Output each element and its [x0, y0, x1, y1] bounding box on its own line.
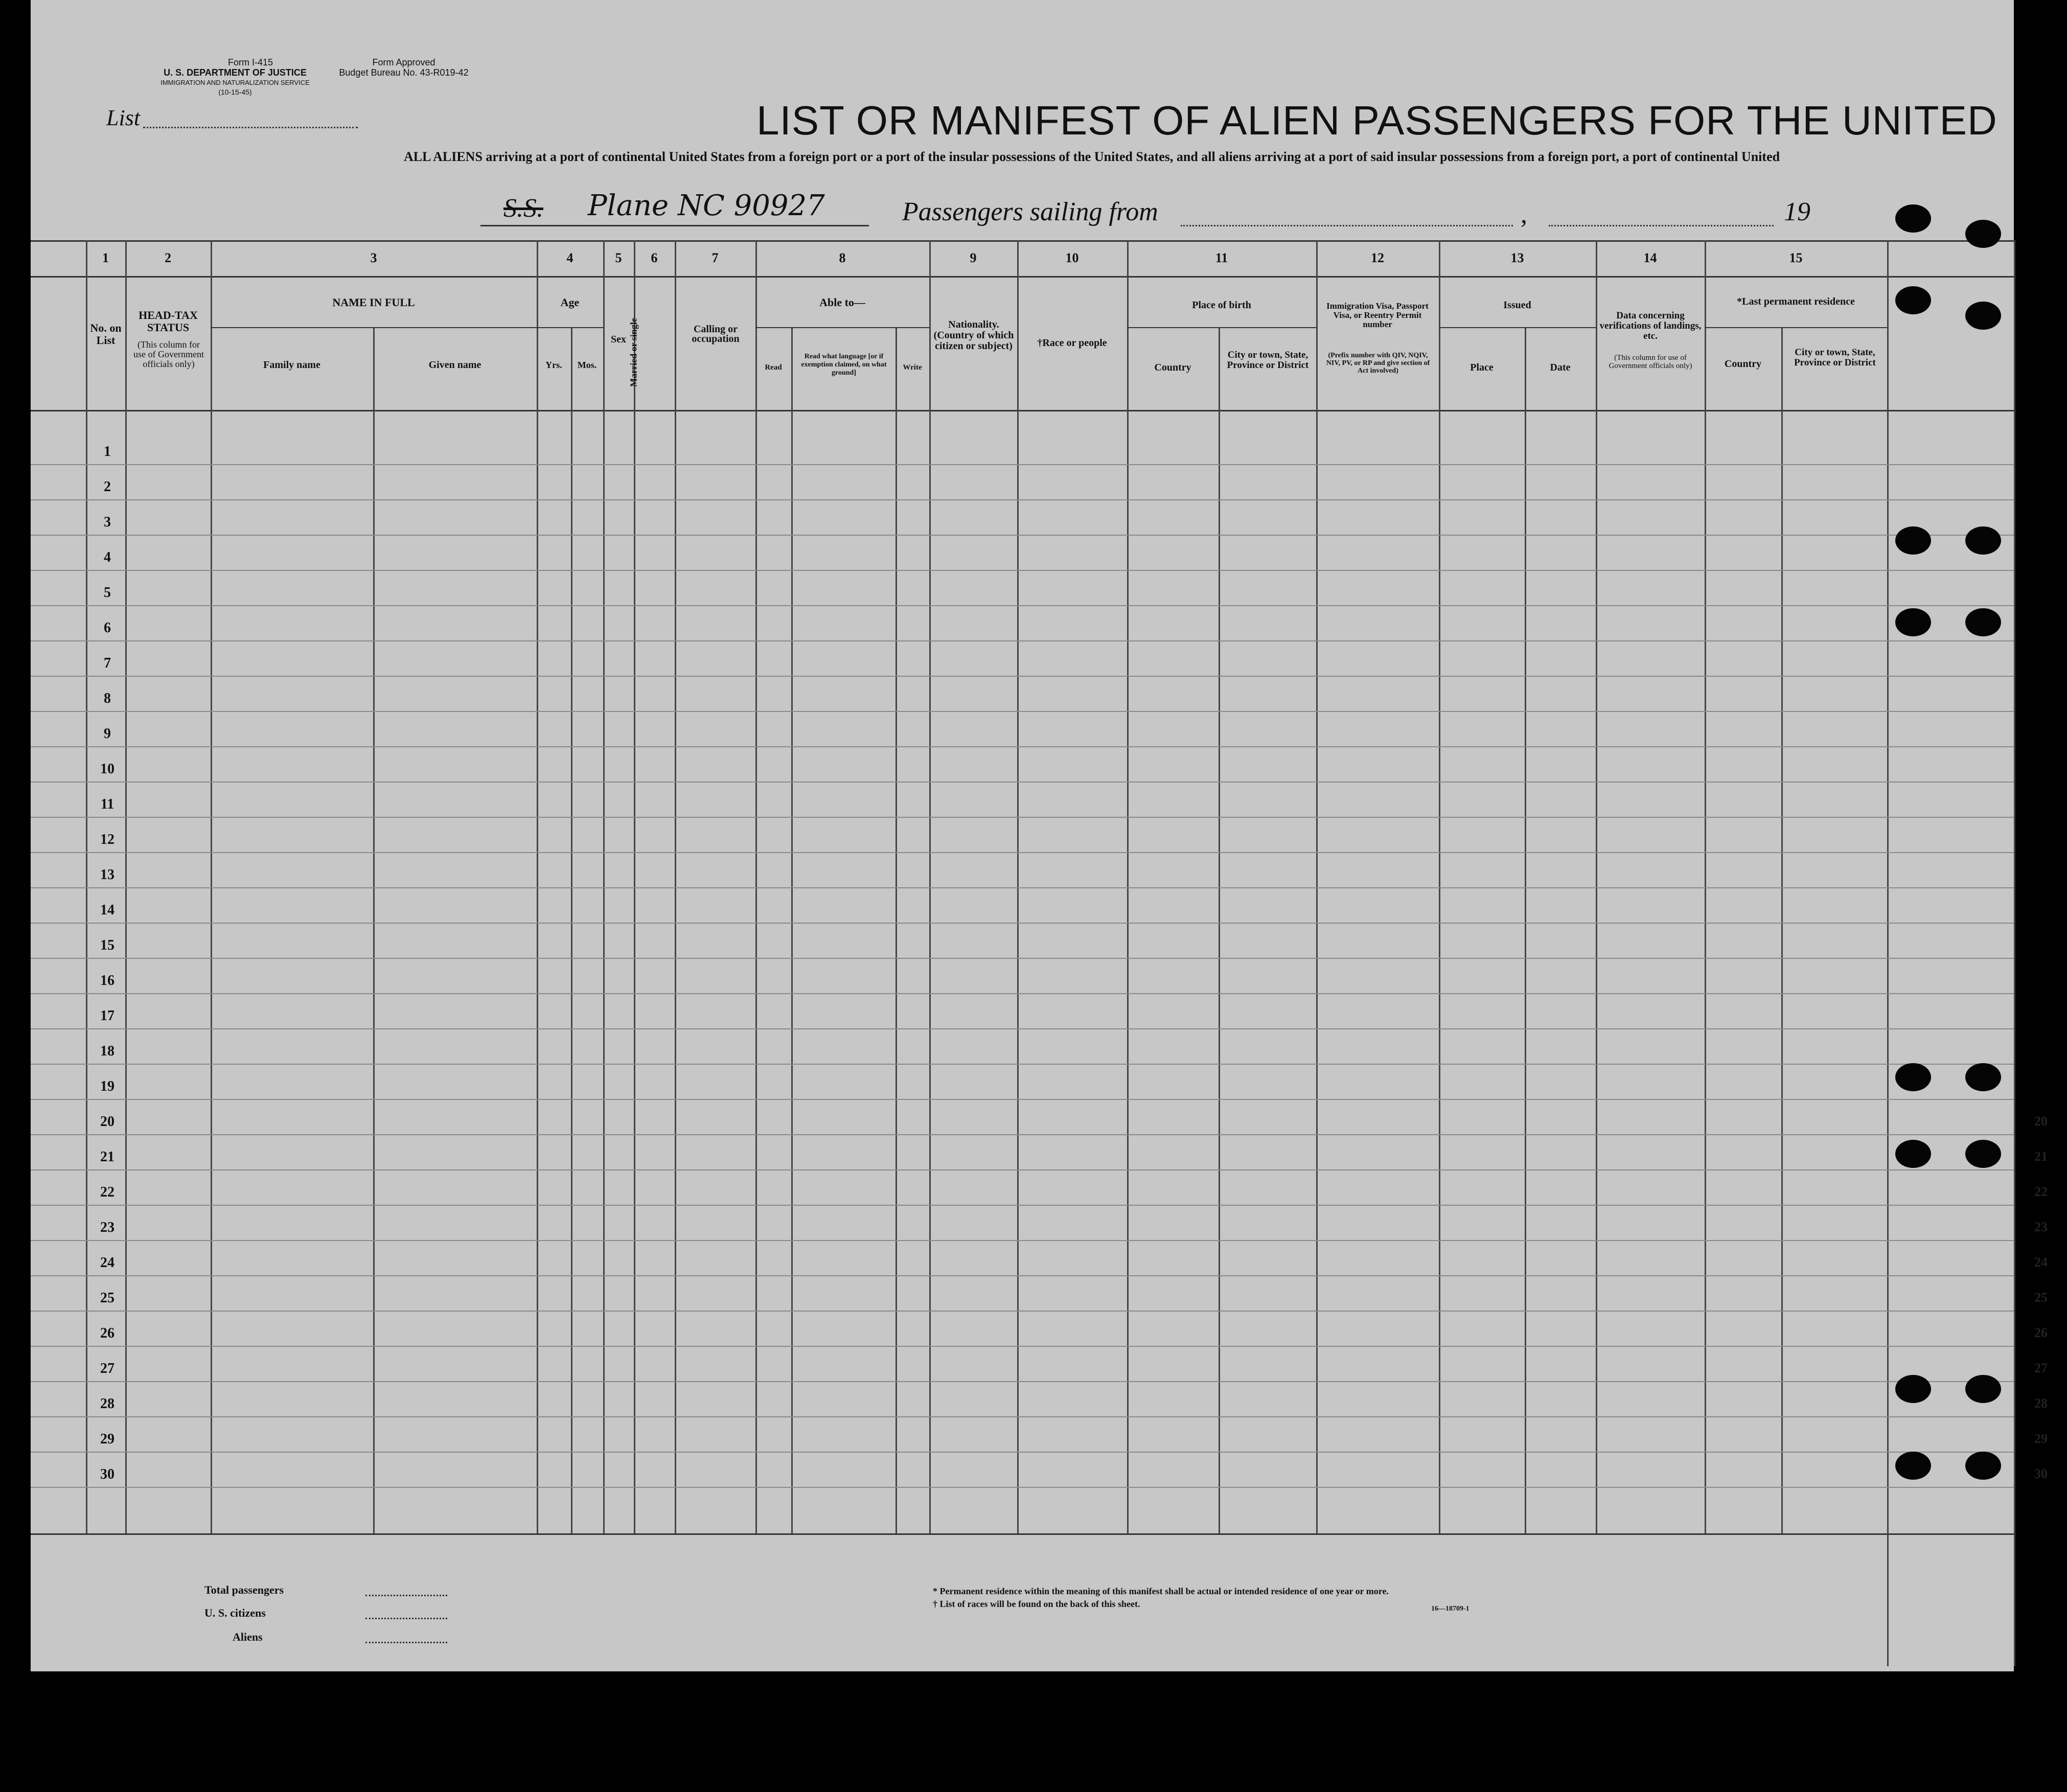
row-number: 23: [100, 1220, 114, 1235]
binder-hole: [1895, 526, 1931, 555]
page-subtitle: ALL ALIENS arriving at a port of continental United States from a foreign port or a port of the insular possessions of the United States, and all aliens arriving at a port of said insular possessions from a foreign port, a port of continental United: [404, 149, 1780, 164]
header-data-note: (This column for use of Government officials only): [1609, 354, 1692, 370]
header-nationality: Nationality. (Country of which citizen or subject): [933, 319, 1014, 352]
printer-code: 16—18709-1: [1431, 1605, 1469, 1613]
ship-prefix: S.S.: [503, 194, 543, 223]
row-number: 26: [100, 1325, 114, 1341]
header-given-name: Given name: [428, 359, 481, 371]
row-number: 20: [100, 1114, 114, 1130]
table-row[interactable]: [31, 1134, 2014, 1135]
col-divider: [1525, 327, 1526, 1533]
form-number: Form I-415: [227, 57, 273, 67]
header-last-residence: *Last permanent residence: [1737, 296, 1855, 307]
col-number: 8: [839, 250, 846, 265]
binder-hole: [1965, 1140, 2001, 1168]
header-yrs: Yrs.: [545, 360, 562, 370]
binder-hole: [1895, 1452, 1931, 1480]
col-divider: [755, 240, 757, 1533]
row-number: 1: [104, 444, 111, 460]
col-divider: [1781, 327, 1783, 1533]
header-birth-city: City or town, State, Province or District: [1227, 350, 1309, 371]
table-row[interactable]: [31, 499, 2014, 500]
total-passengers-field[interactable]: [365, 1595, 447, 1596]
binder-hole: [1965, 608, 2001, 636]
header-married: Married or single: [628, 318, 639, 387]
header-issued-place: Place: [1470, 362, 1494, 373]
binder-hole: [1965, 526, 2001, 555]
adjacent-row-number: 23: [2034, 1220, 2048, 1234]
subheader-line: [755, 327, 929, 328]
binder-hole: [1895, 286, 1931, 314]
header-sex: Sex: [611, 334, 626, 345]
us-citizens-label: U. S. citizens: [204, 1606, 266, 1619]
table-row[interactable]: [31, 676, 2014, 677]
row-number: 8: [104, 691, 111, 706]
ship-name-line: [480, 225, 869, 226]
header-head-tax-note: (This column for use of Government officials only): [133, 339, 204, 369]
year-prefix: 19: [1784, 197, 1810, 226]
total-passengers-label: Total passengers: [204, 1583, 284, 1596]
table-row[interactable]: [31, 1099, 2014, 1100]
service-name: IMMIGRATION AND NATURALIZATION SERVICE: [160, 79, 310, 86]
col-divider: [125, 240, 127, 1533]
aliens-label: Aliens: [233, 1630, 263, 1643]
row-number: 19: [100, 1078, 114, 1094]
ship-name-handwritten: Plane NC 90927: [588, 189, 825, 222]
col-number: 6: [651, 250, 658, 265]
adjacent-row-number: 26: [2034, 1325, 2048, 1340]
adjacent-row-number: 28: [2034, 1396, 2048, 1411]
row-number: 27: [100, 1361, 114, 1376]
header-place-of-birth: Place of birth: [1192, 300, 1251, 311]
table-top-border: [31, 240, 2014, 242]
header-issued-date: Date: [1550, 362, 1571, 373]
table-row[interactable]: [31, 605, 2014, 606]
header-head-tax: HEAD-TAX STATUS: [139, 309, 198, 334]
binder-hole: [1965, 1063, 2001, 1091]
table-row[interactable]: [31, 1346, 2014, 1347]
row-number: 9: [104, 726, 111, 742]
col-divider: [2014, 240, 2015, 1666]
header-visa-note: (Prefix number with QIV, NQIV, NIV, PV, or RP and give section of Act involved): [1326, 352, 1430, 375]
col-number: 1: [102, 250, 109, 265]
row-number: 7: [104, 655, 111, 671]
row-number: 15: [100, 937, 114, 953]
row-number: 14: [100, 902, 114, 918]
row-number: 6: [104, 620, 111, 636]
col-divider: [571, 327, 572, 1533]
sailing-date-field[interactable]: [1549, 225, 1774, 226]
col-divider: [791, 327, 793, 1533]
table-row[interactable]: [31, 1275, 2014, 1276]
row-number: 30: [100, 1466, 114, 1482]
row-number: 16: [100, 973, 114, 989]
col-divider: [1439, 240, 1440, 1533]
binder-hole: [1895, 204, 1931, 233]
header-family-name: Family name: [263, 359, 320, 371]
table-row[interactable]: [31, 1487, 2014, 1488]
table-row[interactable]: [31, 887, 2014, 888]
col-divider: [1316, 240, 1318, 1533]
header-res-country: Country: [1724, 358, 1762, 370]
col-number: 5: [615, 250, 622, 265]
table-row[interactable]: [31, 1064, 2014, 1065]
header-birth-country: Country: [1154, 362, 1191, 373]
col-number: 13: [1510, 250, 1524, 265]
column-number-border: [31, 276, 2014, 278]
header-name-in-full: NAME IN FULL: [332, 296, 415, 309]
header-mos: Mos.: [577, 360, 597, 370]
footnote-residence: * Permanent residence within the meaning of this manifest shall be actual or intended residence of one year or more.: [933, 1586, 1389, 1596]
row-number: 21: [100, 1149, 114, 1165]
row-number: 5: [104, 585, 111, 601]
table-row[interactable]: [31, 1240, 2014, 1241]
table-row[interactable]: [31, 1169, 2014, 1170]
header-able-to: Able to—: [819, 296, 865, 309]
row-number: 24: [100, 1255, 114, 1271]
row-number: 3: [104, 514, 111, 530]
row-number: 17: [100, 1008, 114, 1024]
table-bottom-border: [31, 1533, 2014, 1535]
adjacent-row-number: 30: [2034, 1466, 2048, 1481]
subheader-line: [1127, 327, 1316, 328]
col-divider: [929, 240, 931, 1533]
row-number: 11: [100, 796, 114, 812]
binder-hole: [1965, 220, 2001, 248]
department-name: U. S. DEPARTMENT OF JUSTICE: [164, 67, 307, 78]
col-divider: [1705, 240, 1706, 1533]
list-field[interactable]: [143, 127, 358, 128]
adjacent-row-number: 29: [2034, 1431, 2048, 1446]
col-number: 9: [970, 250, 977, 265]
col-number: 12: [1371, 250, 1384, 265]
binder-hole: [1895, 1140, 1931, 1168]
table-row[interactable]: [31, 711, 2014, 712]
row-number: 13: [100, 867, 114, 883]
col-number: 10: [1065, 250, 1079, 265]
adjacent-row-number: 25: [2034, 1290, 2048, 1305]
footnote-races: † List of races will be found on the back of this sheet.: [933, 1599, 1140, 1609]
header-issued: Issued: [1503, 300, 1531, 311]
header-race: †Race or people: [1037, 337, 1107, 349]
binder-hole: [1895, 1375, 1931, 1403]
col-divider: [537, 240, 538, 1533]
col-divider: [373, 327, 375, 1533]
form-approved: Form Approved: [372, 57, 435, 67]
row-number: 22: [100, 1184, 114, 1200]
adjacent-row-number: 24: [2034, 1255, 2048, 1270]
col-divider: [1596, 240, 1597, 1533]
header-no-on-list: No. on List: [90, 321, 122, 347]
header-visa: Immigration Visa, Passport Visa, or Reentry Permit number: [1326, 301, 1429, 329]
sailing-port-field[interactable]: [1181, 225, 1513, 226]
row-number: 29: [100, 1431, 114, 1447]
subheader-line: [1439, 327, 1596, 328]
sailing-comma: ,: [1521, 200, 1527, 229]
col-divider: [1127, 240, 1129, 1533]
table-row[interactable]: [31, 923, 2014, 924]
col-divider: [86, 240, 87, 1533]
table-row[interactable]: [31, 817, 2014, 818]
col-number: 15: [1789, 250, 1803, 265]
us-citizens-field[interactable]: [365, 1618, 447, 1619]
col-divider: [211, 240, 212, 1533]
subheader-line: [211, 327, 603, 328]
row-number: 12: [100, 832, 114, 847]
col-divider: [675, 240, 676, 1533]
binder-hole: [1965, 1375, 2001, 1403]
table-row[interactable]: [31, 746, 2014, 747]
row-number: 10: [100, 761, 114, 777]
sailing-from-label: Passengers sailing from: [902, 197, 1158, 226]
adjacent-row-number: 27: [2034, 1361, 2048, 1375]
binder-hole: [1895, 1063, 1931, 1091]
col-number: 4: [566, 250, 573, 265]
header-read-what: Read what language [or if exemption claimed, on what ground]: [801, 353, 887, 377]
table-row[interactable]: [31, 1205, 2014, 1206]
table-row[interactable]: [31, 782, 2014, 783]
table-row[interactable]: [31, 1416, 2014, 1417]
row-number: 25: [100, 1290, 114, 1306]
adjacent-row-number: 21: [2034, 1149, 2048, 1164]
header-read: Read: [765, 363, 782, 372]
table-row[interactable]: [31, 570, 2014, 571]
header-res-city: City or town, State, Province or District: [1794, 347, 1876, 368]
header-age: Age: [560, 296, 580, 309]
adjacent-row-number: 22: [2034, 1184, 2048, 1199]
row-number: 4: [104, 549, 111, 565]
col-divider: [1219, 327, 1220, 1533]
adjacent-row-number: 20: [2034, 1114, 2048, 1129]
header-calling: Calling or occupation: [692, 324, 740, 344]
col-number: 11: [1215, 250, 1228, 265]
header-bottom-border: [31, 410, 2014, 411]
col-divider: [603, 240, 605, 1533]
table-row[interactable]: [31, 1381, 2014, 1382]
table-row[interactable]: [31, 993, 2014, 994]
table-row[interactable]: [31, 852, 2014, 853]
binder-hole: [1965, 302, 2001, 330]
table-row[interactable]: [31, 1311, 2014, 1312]
col-number: 14: [1643, 250, 1657, 265]
form-date: (10-15-45): [218, 88, 252, 96]
row-number: 2: [104, 479, 111, 495]
binder-hole: [1965, 1452, 2001, 1480]
subheader-line: [1705, 327, 1887, 328]
col-divider: [895, 327, 897, 1533]
col-number: 3: [370, 250, 377, 265]
budget-bureau-number: Budget Bureau No. 43-R019-42: [339, 67, 469, 78]
table-row[interactable]: [31, 640, 2014, 641]
row-number: 18: [100, 1043, 114, 1059]
col-divider: [1017, 240, 1019, 1533]
table-row[interactable]: [31, 535, 2014, 536]
page-title: LIST OR MANIFEST OF ALIEN PASSENGERS FOR THE UNITED: [756, 98, 1997, 143]
header-write: Write: [903, 363, 922, 372]
col-number: 7: [711, 250, 719, 265]
binder-hole: [1895, 608, 1931, 636]
col-divider: [634, 240, 635, 1533]
aliens-field[interactable]: [365, 1642, 447, 1643]
list-label: List: [106, 105, 141, 130]
col-number: 2: [165, 250, 171, 265]
row-number: 28: [100, 1396, 114, 1412]
table-row[interactable]: [31, 1452, 2014, 1453]
table-row[interactable]: [31, 1028, 2014, 1029]
table-row[interactable]: [31, 958, 2014, 959]
table-row[interactable]: [31, 464, 2014, 465]
header-data-concerning: Data concerning verifications of landings, etc.: [1599, 310, 1702, 341]
